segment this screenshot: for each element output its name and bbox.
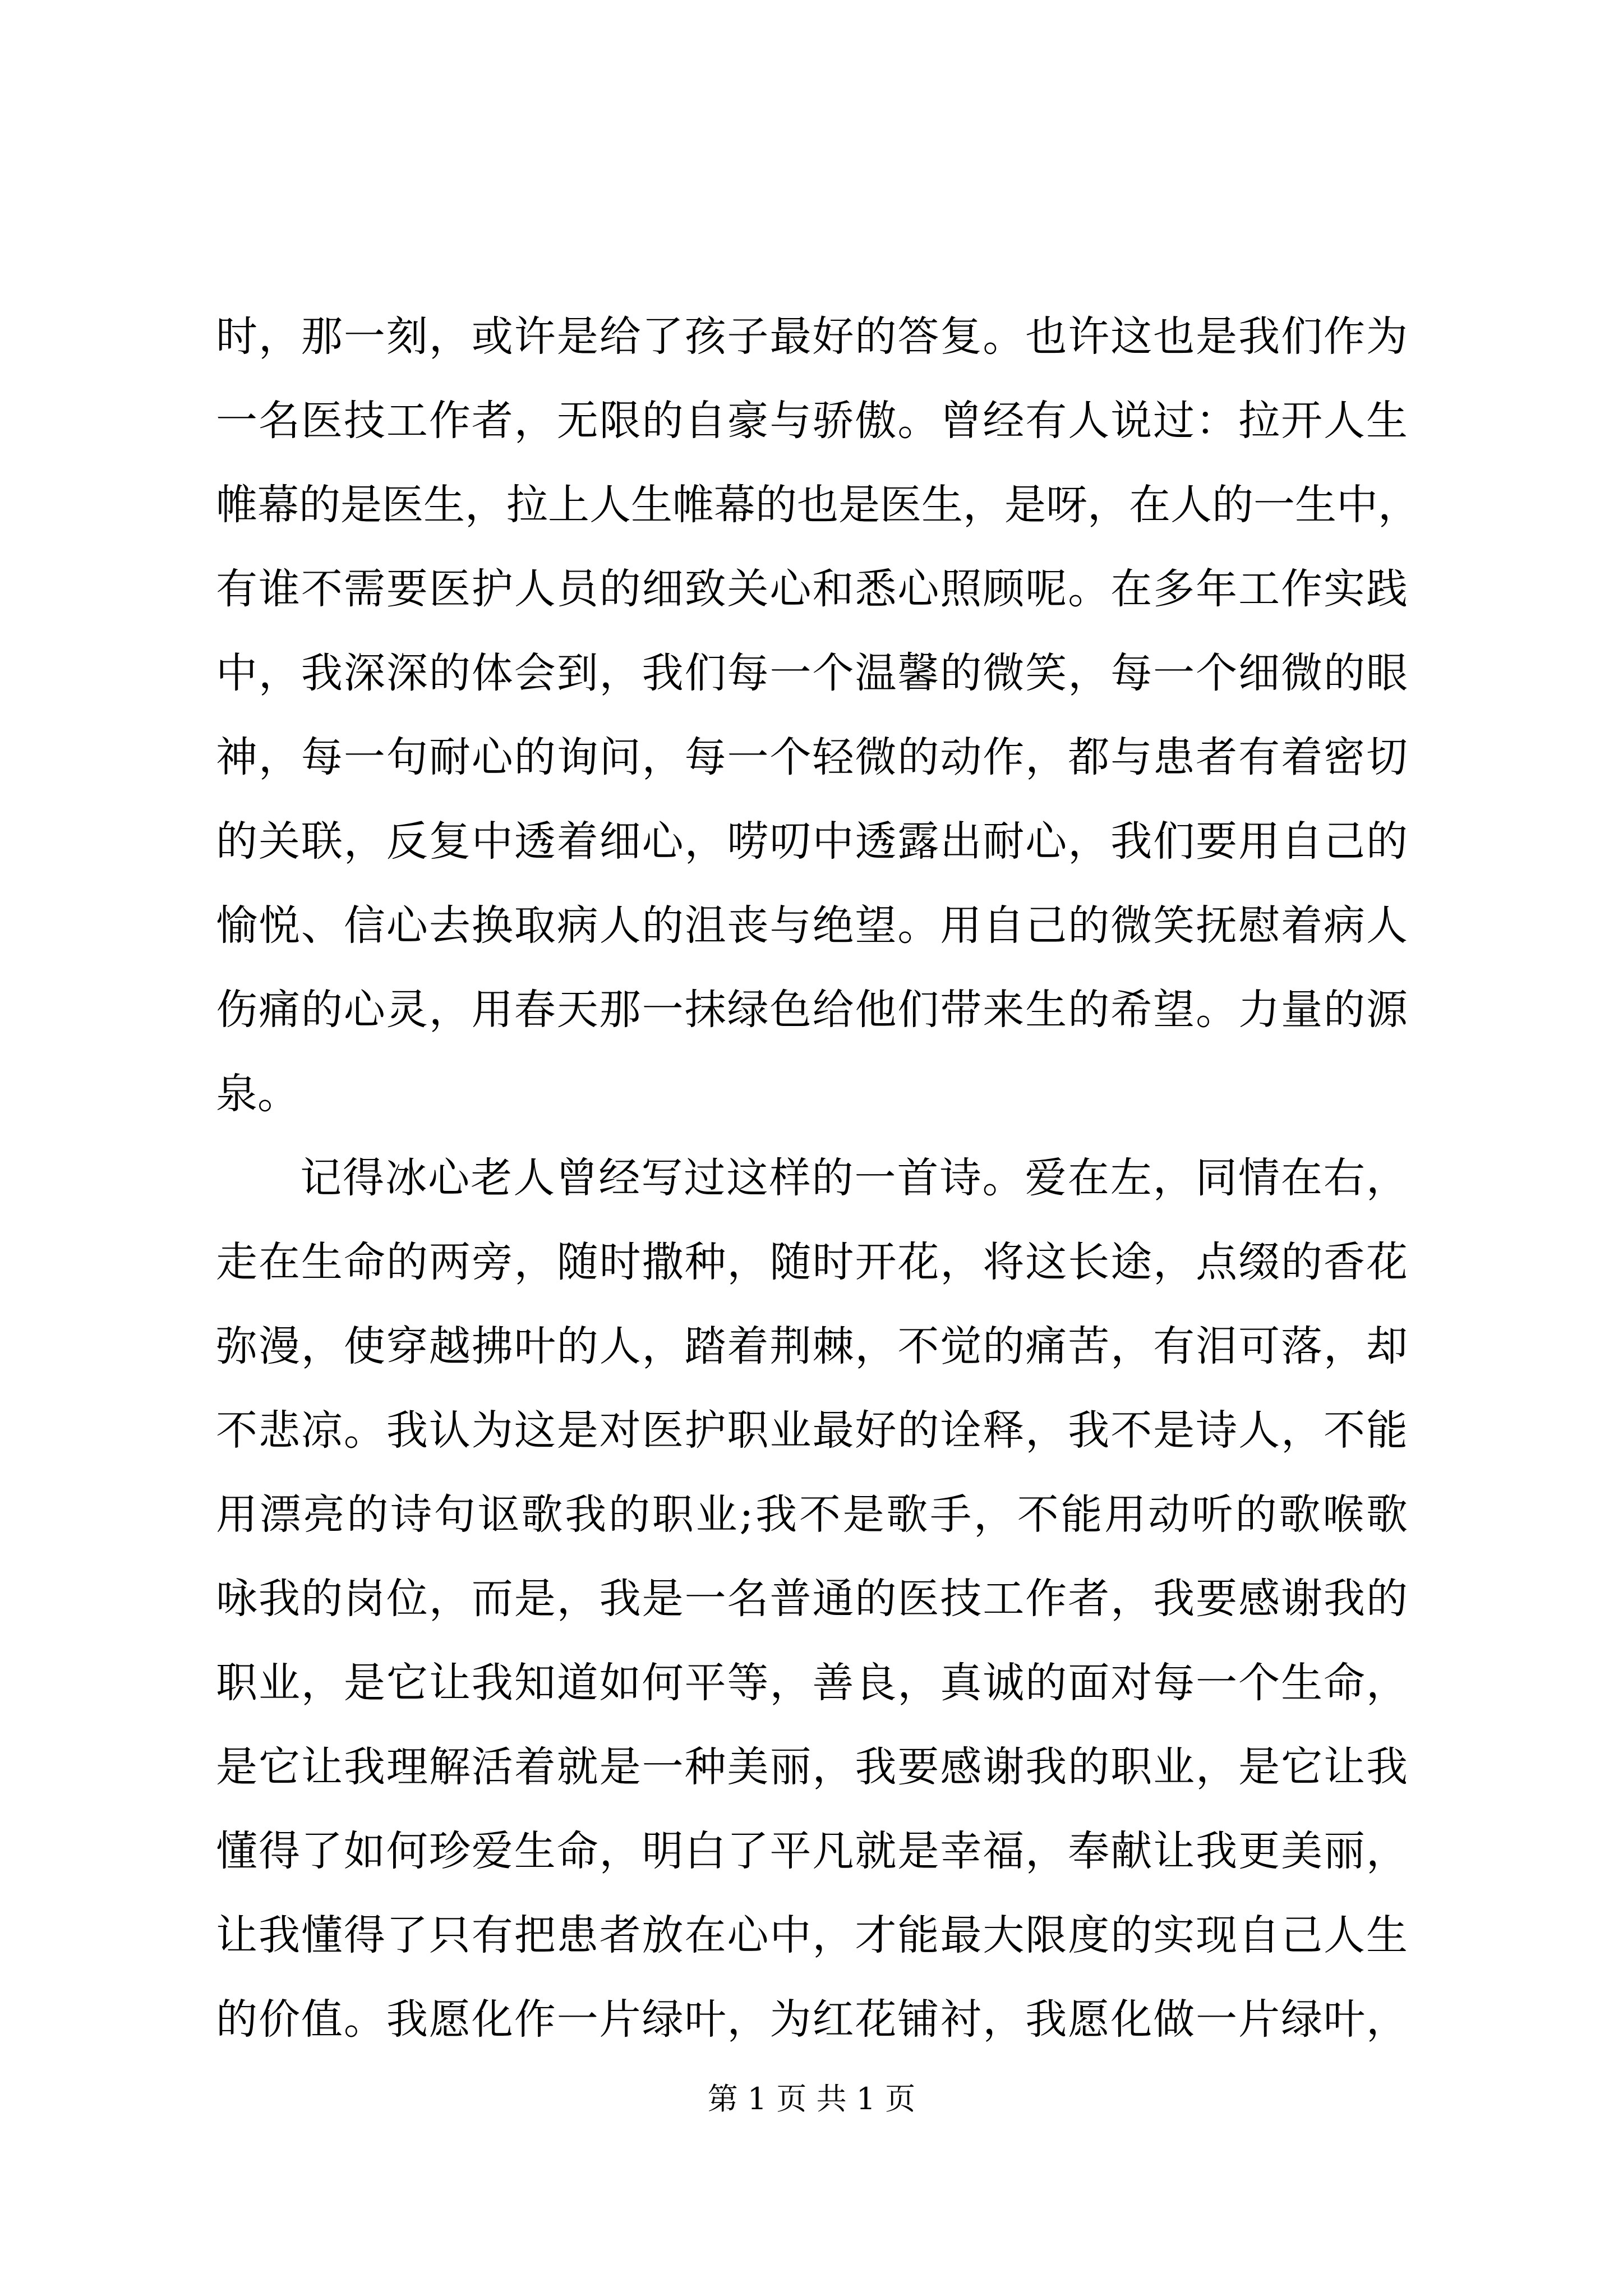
paragraph-2-line-6: 咏我的岗位，而是，我是一名普通的医技工作者，我要感谢我的 [216, 1575, 1408, 1623]
paragraph-2-line-7: 职业，是它让我知道如何平等，善良，真诚的面对每一个生命， [216, 1659, 1408, 1707]
paragraph-2-line-5: 用漂亮的诗句讴歌我的职业;我不是歌手，不能用动听的歌喉歌 [216, 1490, 1408, 1539]
paragraph-2-line-3: 弥漫，使穿越拂叶的人，踏着荆棘，不觉的痛苦，有泪可落，却 [216, 1322, 1408, 1370]
paragraph-1-line-8: 愉悦、信心去换取病人的沮丧与绝望。用自己的微笑抚慰着病人 [216, 901, 1408, 950]
paragraph-2-line-10: 让我懂得了只有把患者放在心中，才能最大限度的实现自己人生 [216, 1911, 1408, 1959]
paragraph-1-line-1: 时，那一刻，或许是给了孩子最好的答复。也许这也是我们作为 [216, 312, 1408, 361]
paragraph-1-line-10: 泉。 [216, 1070, 299, 1118]
paragraph-2-line-4: 不悲凉。我认为这是对医护职业最好的诠释，我不是诗人，不能 [216, 1406, 1408, 1455]
paragraph-1-line-5: 中，我深深的体会到，我们每一个温馨的微笑，每一个细微的眼 [216, 649, 1408, 697]
paragraph-2-line-1: 记得冰心老人曾经写过这样的一首诗。爱在左，同情在右， [300, 1154, 1408, 1202]
paragraph-1-line-7: 的关联，反复中透着细心，唠叨中透露出耐心，我们要用自己的 [216, 817, 1408, 866]
paragraph-2-line-11: 的价值。我愿化作一片绿叶，为红花铺衬，我愿化做一片绿叶， [216, 1995, 1408, 2044]
page-number-label: 第 1 页 共 1 页 [707, 2081, 916, 2116]
paragraph-1-line-6: 神，每一句耐心的询问，每一个轻微的动作，都与患者有着密切 [216, 733, 1408, 781]
paragraph-2-line-9: 懂得了如何珍爱生命，明白了平凡就是幸福，奉献让我更美丽， [216, 1827, 1408, 1875]
paragraph-2-line-2: 走在生命的两旁，随时撒种，随时开花，将这长途，点缀的香花 [216, 1238, 1408, 1286]
paragraph-1-line-2: 一名医技工作者，无限的自豪与骄傲。曾经有人说过：拉开人生 [216, 397, 1408, 445]
paragraph-2-line-8: 是它让我理解活着就是一种美丽，我要感谢我的职业，是它让我 [216, 1743, 1408, 1791]
page-footer [0, 2077, 1623, 2122]
paragraph-1-line-4: 有谁不需要医护人员的细致关心和悉心照顾呢。在多年工作实践 [216, 565, 1408, 613]
paragraph-1-line-3: 帷幕的是医生，拉上人生帷幕的也是医生，是呀，在人的一生中， [216, 481, 1419, 529]
paragraph-1-line-9: 伤痛的心灵，用春天那一抹绿色给他们带来生的希望。力量的源 [216, 986, 1408, 1034]
